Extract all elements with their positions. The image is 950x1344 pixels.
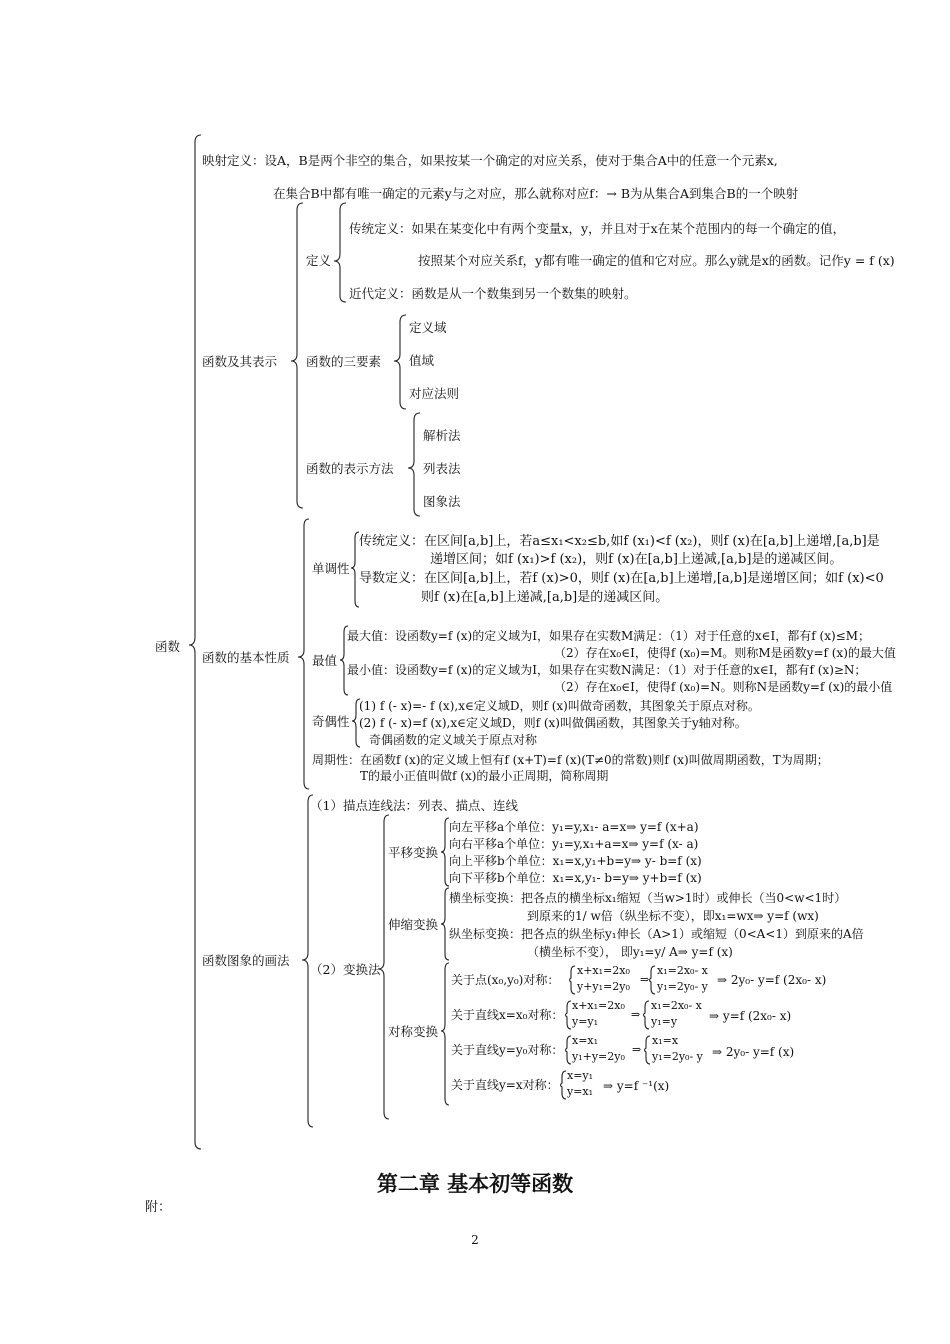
stretch-line4: （横坐标不变）， 即y₁=y/ A⇒ y=f (x) <box>527 945 733 959</box>
stretch-brace <box>441 888 449 960</box>
translation-down: 向下平移b个单位：x₁=x,y₁- b=y⇒ y+b=f (x) <box>449 871 702 885</box>
symmetry-liney-prefix: 关于直线y=y₀对称： <box>451 1043 564 1057</box>
stretch-label: 伸缩变换 <box>388 917 439 932</box>
symmetry-linex-sys1-a: x+x₁=2x₀ <box>572 999 625 1012</box>
page-number: 2 <box>471 1233 479 1247</box>
symmetry-point-sys2-b: y₁=2y₀- y <box>657 980 708 993</box>
period-line1: 周期性：在函数f (x)的定义域上恒有f (x+T)=f (x)(T≠0的常数)则f (x)叫做周期函数，T为周期； <box>312 753 829 767</box>
monotonicity-line1: 传统定义：在区间[a,b]上，若a≤x₁<x₂≤b,如f (x₁)<f (x₂)，则f (x)在[a,b]上递增,[a,b]是 <box>359 534 880 549</box>
monotonicity-line3: 导数定义：在区间[a,b]上，若f (x)>0，则f (x)在[a,b]上递增,[a,b]是递增区间；如f (x)<0 <box>359 571 884 586</box>
three-elements-brace <box>394 315 406 409</box>
implies-arrow: ⇒ <box>632 1043 642 1056</box>
func-rep-label: 函数及其表示 <box>202 354 278 369</box>
representation-brace <box>408 413 420 516</box>
symmetry-liney-sys2-a: x₁=x <box>652 1034 679 1047</box>
traditional-definition-line1: 传统定义：如果在某变化中有两个变量x，y，并且对于x在某个范围内的每一个确定的值， <box>349 221 846 236</box>
parity-line2: (2) f (- x)=f (x),x∈定义域D，则f (x)叫做偶函数，其图象关于y轴对称。 <box>359 716 747 730</box>
symmetry-linex-sys2-b: y₁=y <box>651 1015 678 1028</box>
transform-label: （2）变换法 <box>310 962 381 977</box>
plotting-method: （1）描点连线法：列表、描点、连线 <box>310 798 518 813</box>
translation-label: 平移变换 <box>388 845 439 860</box>
monotonicity-label: 单调性 <box>312 561 350 576</box>
root-label: 函数 <box>155 639 181 654</box>
symmetry-liney-sys1-b: y₁+y=2y₀ <box>572 1050 625 1063</box>
appendix-label: 附： <box>145 1200 172 1215</box>
definition-label: 定义 <box>306 253 332 268</box>
root-brace <box>189 135 201 1149</box>
translation-up: 向上平移b个单位：x₁=x,y₁+b=y⇒ y- b=f (x) <box>449 854 702 868</box>
monotonicity-line2: 递增区间；如f (x₁)>f (x₂)，则f (x)在[a,b]上递减,[a,b]是的递减区间。 <box>430 552 843 567</box>
chapter-title: 第二章 基本初等函数 <box>376 1172 574 1196</box>
stretch-line2: 到原来的1/ w倍（纵坐标不变），即x₁=wx⇒ y=f (wx) <box>527 909 819 923</box>
properties-label: 函数的基本性质 <box>202 650 290 665</box>
parity-line3: 奇偶函数的定义域关于原点对称 <box>369 733 538 747</box>
rep-table: 列表法 <box>423 461 461 476</box>
func-rep-brace <box>291 203 303 508</box>
graphing-brace <box>302 795 313 1127</box>
symmetry-liney-result: ⇒ 2y₀- y=f (x) <box>712 1045 795 1059</box>
symmetry-liney-sys2-b: y₁=2y₀- y <box>652 1050 703 1063</box>
symmetry-point-sys2-a: x₁=2x₀- x <box>657 964 708 977</box>
parity-line1: (1) f (- x)=- f (x),x∈定义域D，则f (x)叫做奇函数，其图象关于原点对称。 <box>359 699 760 713</box>
stretch-line1: 横坐标变换：把各点的横坐标x₁缩短（当w>1时）或伸长（当0<w<1时） <box>449 891 847 905</box>
monotonicity-brace <box>351 532 359 607</box>
period-line2: T的最小正值叫做f (x)的最小正周期，简称周期 <box>360 769 609 783</box>
symmetry-point-sys1-a: x+x₁=2x₀ <box>577 964 630 977</box>
symmetry-brace <box>441 963 449 1105</box>
max-line1: 最大值：设函数y=f (x)的定义域为I，如果存在实数M满足：（1）对于任意的x∈I，都有f (x)≤M； <box>347 629 871 643</box>
element-range: 值域 <box>409 353 435 368</box>
min-line1: 最小值：设函数y=f (x)的定义域为I，如果存在实数N满足：（1）对于任意的x∈I，都有f (x)≥N； <box>347 663 867 677</box>
max-line2: （2）存在x₀∈I，使得f (x₀)=M。则称M是函数y=f (x)的最大值 <box>554 646 896 660</box>
parity-label: 奇偶性 <box>312 714 350 729</box>
graphing-label: 函数图象的画法 <box>202 953 290 968</box>
translation-right: 向右平移a个单位：y₁=y,x₁+a=x⇒ y=f (x- a) <box>449 837 699 851</box>
symmetry-linex-sys2-a: x₁=2x₀- x <box>651 999 702 1012</box>
translation-brace <box>441 818 449 886</box>
symmetry-lineyx-prefix: 关于直线y=x对称： <box>451 1078 559 1092</box>
translation-left: 向左平移a个单位：y₁=y,x₁- a=x⇒ y=f (x+a) <box>449 820 699 834</box>
min-line2: （2）存在x₀∈I，使得f (x₀)=N。则称N是函数y=f (x)的最小值 <box>554 680 893 694</box>
symmetry-label: 对称变换 <box>388 1024 439 1039</box>
properties-brace <box>298 519 309 789</box>
implies-arrow: ⇒ <box>640 973 650 986</box>
symmetry-lineyx-result: ⇒ y=f ⁻¹(x) <box>603 1079 670 1093</box>
rep-analytic: 解析法 <box>423 428 461 443</box>
monotonicity-line4: 则f (x)在[a,b]上递减,[a,b]是的递减区间。 <box>421 590 669 605</box>
extremum-label: 最值 <box>312 653 338 668</box>
symmetry-point-sys1-b: y+y₁=2y₀ <box>577 980 630 993</box>
symmetry-linex-result: ⇒ y=f (2x₀- x) <box>709 1009 792 1023</box>
symmetry-linex-sys1-b: y=y₁ <box>572 1015 599 1028</box>
definition-brace <box>334 203 346 302</box>
symmetry-lineyx-sys1-a: x=y₁ <box>567 1069 594 1082</box>
rep-graph: 图象法 <box>423 494 461 509</box>
traditional-definition-line2: 按照某个对应关系f，y都有唯一确定的值和它对应。那么y就是x的函数。记作y = f (x) <box>418 253 895 268</box>
stretch-line3: 纵坐标变换：把各点的纵坐标y₁伸长（A>1）或缩短（0<A<1）到原来的A倍 <box>449 927 864 941</box>
symmetry-lineyx-sys1-b: y=x₁ <box>567 1085 594 1098</box>
element-rule: 对应法则 <box>409 386 460 401</box>
representation-label: 函数的表示方法 <box>306 461 394 476</box>
element-domain: 定义域 <box>409 320 447 335</box>
symmetry-linex-prefix: 关于直线x=x₀对称： <box>451 1008 564 1022</box>
symmetry-point-prefix: 关于点(x₀,y₀)对称： <box>451 973 560 987</box>
modern-definition: 近代定义：函数是从一个数集到另一个数集的映射。 <box>349 286 637 301</box>
symmetry-point-result: ⇒ 2y₀- y=f (2x₀- x) <box>717 973 827 987</box>
implies-arrow: ⇒ <box>631 1008 641 1021</box>
symmetry-liney-sys1-a: x=x₁ <box>572 1034 599 1047</box>
three-elements-label: 函数的三要素 <box>306 354 382 369</box>
mapping-definition-line2: 在集合B中都有唯一确定的元素y与之对应，那么就称对应f：→ B为从集合A到集合B的一个映射 <box>273 186 799 201</box>
mapping-definition-line1: 映射定义：设A，B是两个非空的集合，如果按某一个确定的对应关系，使对于集合A中的任意一个元素x, <box>202 153 778 168</box>
